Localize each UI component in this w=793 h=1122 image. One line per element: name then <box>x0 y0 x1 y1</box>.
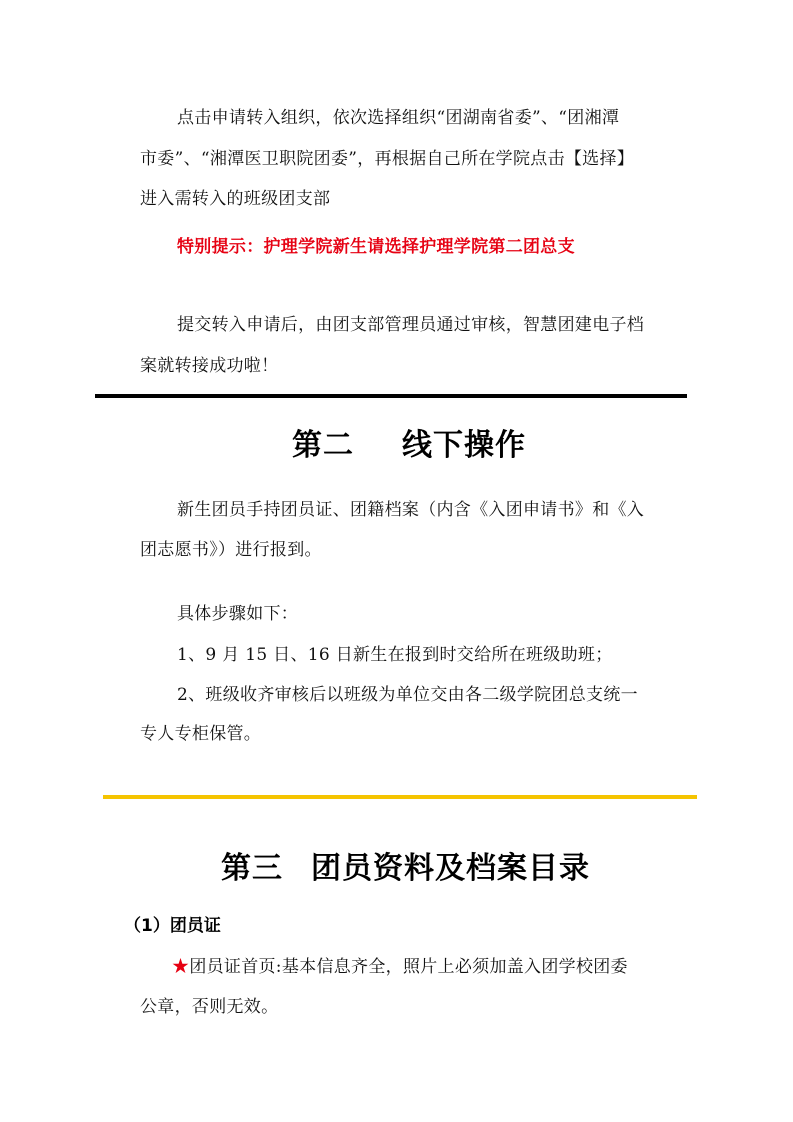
step-1: 1、9 月 15 日、16 日新生在报到时交给所在班级助班； <box>177 645 613 665</box>
section3-item1-line2: 公章，否则无效。 <box>140 997 279 1017</box>
star-icon: ★ <box>172 957 190 977</box>
steps-intro: 具体步骤如下： <box>177 604 299 624</box>
special-notice: 特别提示：护理学院新生请选择护理学院第二团总支 <box>177 237 575 257</box>
subsection-1-title: （1）团员证 <box>124 916 221 936</box>
section-divider-gold <box>103 795 697 799</box>
step-2-line2: 专人专柜保管。 <box>140 724 262 744</box>
section2-para1-line2: 团志愿书》）进行报到。 <box>140 540 322 560</box>
section-divider-black <box>95 394 687 398</box>
section3-heading-title: 团员资料及档案目录 <box>311 851 590 886</box>
section2-para1-line1: 新生团员手持团员证、团籍档案（内含《入团申请书》和《入 <box>177 500 645 520</box>
section1-para2-line1: 提交转入申请后，由团支部管理员通过审核，智慧团建电子档 <box>177 315 645 335</box>
section1-para1-line1: 点击申请转入组织，依次选择组织“团湖南省委”、“团湘潭 <box>177 108 620 128</box>
item1-text: 团员证首页:基本信息齐全，照片上必须加盖入团学校团委 <box>189 957 628 977</box>
section3-heading <box>221 843 590 887</box>
section1-para2-line2: 案就转接成功啦！ <box>140 356 279 376</box>
section2-heading <box>292 420 526 464</box>
section2-heading-title: 线下操作 <box>402 428 526 463</box>
section3-heading-number: 第三 <box>221 851 283 886</box>
section1-para1-line3: 进入需转入的班级团支部 <box>140 189 331 209</box>
section3-item1-line1 <box>172 957 628 977</box>
section1-para1-line2: 市委”、“湘潭医卫职院团委”，再根据自己所在学院点击【选择】 <box>140 149 635 169</box>
section2-heading-number: 第二 <box>292 428 354 463</box>
step-2-line1: 2、班级收齐审核后以班级为单位交由各二级学院团总支统一 <box>177 685 638 705</box>
